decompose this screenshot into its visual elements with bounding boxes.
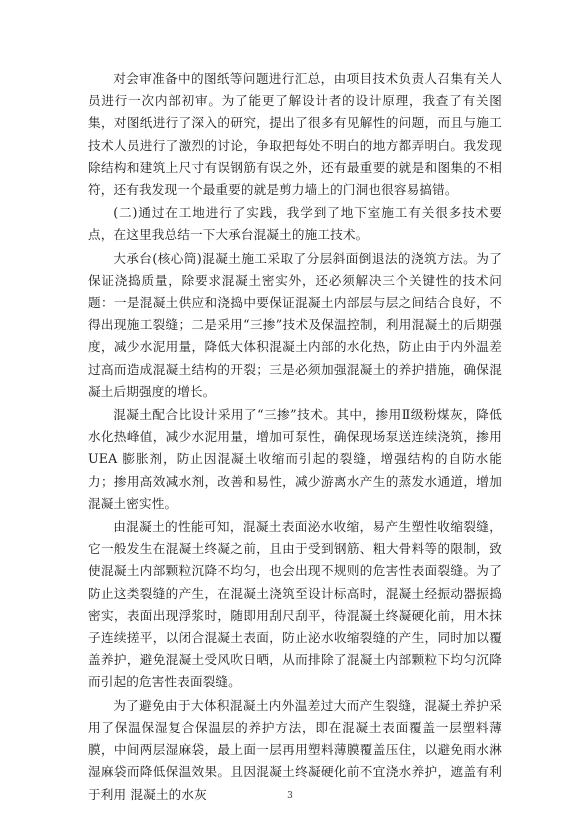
paragraph-mix-design: 混凝土配合比设计采用了“三掺”技术。其中，掺用Ⅱ级粉煤灰，降低水化热峰值，减少水泥用量，增加可泵性，确保现场泵送连续浇筑，掺用 UEA 膨胀剂，防止因混凝土收缩而引起的裂缝，增强结构的自防水能力；掺用高效减水剂，改善和易性，减少游离水产生的蒸发水通道，增加混凝土密实性。 [88, 407, 502, 511]
body-text [88, 68, 502, 806]
paragraph-surface-cracks: 由混凝土的性能可知，混凝土表面泌水收缩，易产生塑性收缩裂缝，它一般发生在混凝土终凝之前，且由于受到钢筋、粗大骨料等的限制，致使混凝土内部颗粒沉降不均匀，也会出现不规则的危害性表面裂缝。为了防止这类裂缝的产生，在混凝土浇筑至设计标高时，混凝土经振动器振捣密实，表面出现浮浆时，随即用刮尺刮平，待混凝土终凝硬化前，用木抹子连续搓平，以闭合混凝土表面，防止泌水收缩裂缝的产生，同时加以覆盖养护，避免混凝土受风吹日晒，从而排除了混凝土内部颗粒下均匀沉降而引起的危害性表面裂缝。 [88, 519, 502, 690]
paragraph-casting-method: 大承台(核心筒)混凝土施工采取了分层斜面倒退法的浇筑方法。为了保证浇捣质量，除要求混凝土密实外，还必须解决三个关键性的技术问题：一是混凝土供应和浇捣中要保证混凝土内部层与层之间结合良好，不得出现施工裂缝；二是采用“三掺”技术及保温控制，利用混凝土的后期强度，减少水泥用量，降低大体积混凝土内部的水化热，防止由于内外温差过高而造成混凝土结构的开裂；三是必须加强混凝土的养护措施，确保混凝土后期强度的增长。 [88, 250, 502, 399]
page-number: 3 [287, 791, 293, 801]
paragraph-curing-method: 为了避免由于大体积混凝土内外温差过大而产生裂缝，混凝土养护采用了保温保湿复合保温层的养护方法，即在混凝土表面覆盖一层塑料薄膜，中间两层湿麻袋，最上面一层再用塑料薄膜覆盖压住，以避免雨水淋湿麻袋而降低保温效果。且因混凝土终凝硬化前不宜浇水养护，遮盖有利于利用 混凝土的水灰 [88, 697, 502, 802]
paragraph-site-practice: (二)通过在工地进行了实践，我学到了地下室施工有关很多技术要点，在这里我总结一下大承台混凝土的施工技术。 [88, 205, 502, 243]
paragraph-drawing-review: 对会审准备中的图纸等问题进行汇总，由项目技术负责人召集有关人员进行一次内部初审。为了能更了解设计者的设计原理，我查了有关图集，对图纸进行了深入的研究，提出了很多有见解性的问题，而且与施工技术人员进行了激烈的讨论，争取把每处不明白的地方都弄明白。我发现除结构和建筑上尺寸有误钢筋有误之外，还有最重要的就是和图集的不相符，还有我发现一个最重要的就是剪力墙上的门洞也很容易搞错。 [88, 71, 502, 198]
